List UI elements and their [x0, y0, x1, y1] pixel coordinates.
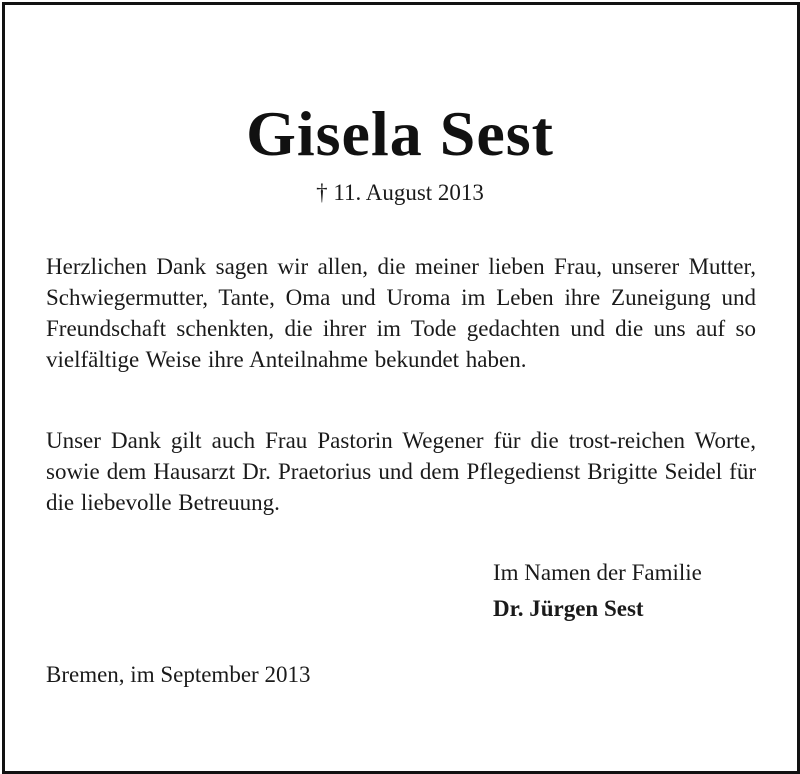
death-date: † 11. August 2013 — [316, 180, 484, 205]
signer-name: Dr. Jürgen Sest — [493, 596, 644, 621]
thanks-paragraph-second: Unser Dank gilt auch Frau Pastorin Wegener für die trost-reichen Worte, sowie dem Hausarzt Dr. Praetorius und dem Pflegedienst Brigitte Seidel für die liebevolle Betreuung. — [46, 428, 756, 515]
signature-block — [493, 555, 702, 627]
thanks-paragraph: Herzlichen Dank sagen wir allen, die meiner lieben Frau, unserer Mutter, Schwiegermutter, Tante, Oma und Uroma im Leben ihre Zuneigung und Freundschaft schenkten, die ihrer im Tode gedachten und die uns auf so vielfältige Weise ihre Anteilnahme bekundet haben. — [46, 254, 756, 372]
place-and-date: Bremen, im September 2013 — [46, 662, 311, 687]
closing-line: Im Namen der Familie — [493, 560, 702, 585]
deceased-name: Gisela Sest — [246, 98, 554, 169]
